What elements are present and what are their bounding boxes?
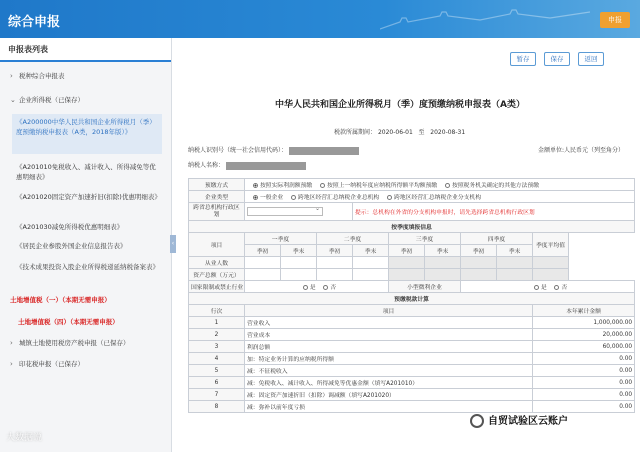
row-amount[interactable]: 0.00 [533,365,635,377]
watermark-left: 大数据说 [6,433,43,443]
sidebar-subitem-a200000[interactable]: 《A200000中华人民共和国企业所得税月（季）度预缴纳税申报表（A类，2018年版）》 [12,114,162,154]
row-item: 减：固定资产加速折旧（扣除）调减额（填写A201020） [245,389,533,401]
employees-q1-start[interactable] [245,257,281,269]
cross-region-hint: 提示：总机构在外省的分支机构申报时，请先选择跨省总机构行政区划 [353,203,635,221]
employees-q4-start[interactable] [461,257,497,269]
row-item: 加：特定业务计算的应纳税所得额 [245,353,533,365]
taxpayer-name-row [188,160,306,170]
employees-avg [533,257,569,269]
chevron-right-icon: › [10,72,13,80]
radio-restricted-yes[interactable] [303,285,308,290]
radio-other[interactable] [445,183,450,188]
row-number: 8 [189,401,245,413]
enterprise-type-label: 企业类型 [189,191,245,203]
employees-q3-end[interactable] [425,257,461,269]
table-row [189,353,635,365]
temp-save-button[interactable]: 暂存 [510,52,536,66]
row-amount[interactable]: 20,000.00 [533,329,635,341]
assets-avg [533,269,569,281]
q4-start: 季初 [461,245,497,257]
radio-average[interactable] [320,183,325,188]
table-row [189,329,635,341]
quarter-section-header: 按季度填报信息 [189,221,635,233]
watermark-right [470,412,568,428]
col-row-header: 行次 [189,305,245,317]
save-button[interactable]: 保存 [544,52,570,66]
row-item: 减：免税收入、减计收入、所得减免等优惠金额（填写A201010） [245,377,533,389]
row-amount[interactable]: 0.00 [533,377,635,389]
sidebar-item-lvt-4[interactable]: 土地增值税（四）（本期无需申报） [18,318,119,326]
radio-label: 否 [561,285,568,291]
row-item: 减：弥补以前年度亏损 [245,401,533,413]
q3-start: 季初 [389,245,425,257]
employees-q2-start[interactable] [317,257,353,269]
assets-q2-end[interactable] [353,269,389,281]
q1-end: 季末 [281,245,317,257]
redacted-taxpayer-name [226,162,306,170]
employees-q1-end[interactable] [281,257,317,269]
table-row [189,377,635,389]
radio-label: 一般企业 [260,195,284,201]
row-item: 利润总额 [245,341,533,353]
prepay-method-options [245,179,635,191]
period-label: 税款所属期间： [334,129,377,136]
q2-end: 季末 [353,245,389,257]
radio-label: 跨地区经营汇总纳税企业分支机构 [394,195,482,201]
radio-actual-profit[interactable] [253,183,258,188]
assets-q1-end[interactable] [281,269,317,281]
assets-q4-start[interactable] [461,269,497,281]
radio-small-yes[interactable] [534,285,539,290]
employees-label: 从业人数 [189,257,245,269]
row-number: 5 [189,365,245,377]
sidebar-item-label: 企业所得税（已保存） [19,96,84,104]
cross-region-label: 跨省总机构行政区划 [189,203,245,221]
row-amount[interactable]: 0.00 [533,353,635,365]
chevron-right-icon: › [10,360,13,368]
radio-restricted-no[interactable] [323,285,328,290]
sidebar-item-label: 税种综合申报表 [19,72,65,80]
enterprise-type-options [245,191,635,203]
declaration-form-table [188,178,635,413]
row-number: 3 [189,341,245,353]
radio-label: 否 [330,285,337,291]
radio-label: 是 [540,285,547,291]
assets-label: 资产总额（万元） [189,269,245,281]
redacted-taxpayer-id [289,147,359,155]
collapse-sidebar-handle[interactable]: ‹ [170,235,176,253]
amount-unit: 金额单位:人民币元（列至角分） [538,147,625,154]
assets-q2-start[interactable] [317,269,353,281]
row-amount[interactable]: 60,000.00 [533,341,635,353]
app-title: 综合申报 [8,15,61,30]
great-wall-decoration [380,4,590,34]
row-item: 减：不征税收入 [245,365,533,377]
sidebar-heading: 申报表列表 [0,38,171,62]
sidebar-subitem-foreign-report[interactable]: 《居民企业参股外国企业信息报告表》 [16,242,127,250]
taxpayer-id-label: 纳税人识别号（统一社会信用代码）： [188,147,288,154]
sidebar-item-lvt-1[interactable]: 土地增值税（一）（本期无需申报） [10,296,111,304]
table-row [189,365,635,377]
sidebar-subitem-tech-deferral[interactable]: 《技术成果投资入股企业所得税递延纳税备案表》 [16,263,159,271]
radio-general[interactable] [253,195,258,200]
row-item: 营业收入 [245,317,533,329]
declare-button[interactable]: 申报 [600,12,630,28]
row-number: 4 [189,353,245,365]
table-row [189,401,635,413]
row-amount[interactable]: 0.00 [533,389,635,401]
q2-start: 季初 [317,245,353,257]
row-item: 营业成本 [245,329,533,341]
q4-header: 四季度 [461,233,533,245]
watermark-text: 自贸试验区云账户 [488,416,568,427]
row-number: 2 [189,329,245,341]
sidebar-item-land-property[interactable] [0,338,170,347]
sidebar-item-label: 城镇土地使用税房产税申报（已保存） [19,339,130,347]
q1-start: 季初 [245,245,281,257]
radio-label: 按照税务机关确定的其他方法预缴 [452,183,539,189]
chevron-down-icon: ⌄ [10,96,16,104]
sidebar-item-stamp[interactable] [0,359,170,368]
wechat-icon [470,414,484,428]
assets-q3-end[interactable] [425,269,461,281]
employees-q4-end[interactable] [497,257,533,269]
assets-q1-start[interactable] [245,269,281,281]
taxpayer-id-row [188,145,359,155]
top-bar [0,0,640,38]
item-header: 项目 [189,233,245,257]
sidebar-item-tax-general[interactable] [0,71,170,80]
employees-q2-end[interactable] [353,257,389,269]
sidebar-subitem-a201020[interactable]: 《A201020固定资产加速折旧(扣除)优惠明细表》 [16,193,161,201]
calc-section-header: 预缴税款计算 [189,293,635,305]
form-title: 中华人民共和国企业所得税月（季）度预缴纳税申报表（A类） [275,100,525,110]
table-row [189,341,635,353]
small-enterprise-label: 小型微利企业 [389,281,461,293]
tax-period [334,127,465,136]
cross-region-select[interactable] [247,207,323,216]
taxpayer-name-label: 纳税人名称： [188,162,225,169]
employees-q3-start[interactable] [389,257,425,269]
back-button[interactable]: 返回 [578,52,604,66]
q1-header: 一季度 [245,233,317,245]
sidebar-subitem-a201010[interactable]: 《A201010免税收入、减计收入、所得减免等优惠明细表》 [16,163,156,181]
sidebar-item-cit[interactable] [0,95,170,104]
radio-label: 按照上一纳税年度应纳税所得额平均额预缴 [327,183,438,189]
row-number: 6 [189,377,245,389]
radio-small-no[interactable] [554,285,559,290]
sidebar-item-label: 印花税申报（已保存） [19,360,84,368]
q4-end: 季末 [497,245,533,257]
q3-end: 季末 [425,245,461,257]
row-amount[interactable]: 0.00 [533,401,635,413]
assets-q3-start[interactable] [389,269,425,281]
restricted-industry-options [245,281,389,293]
table-row [189,317,635,329]
radio-head-office[interactable] [291,195,296,200]
prepay-method-label: 预缴方式 [189,179,245,191]
col-amount-header: 本年累计金额 [533,305,635,317]
restricted-industry-label: 国家限制或禁止行业 [189,281,245,293]
radio-label: 按照实际利润额预缴 [260,183,313,189]
quarter-avg-header: 季度平均值 [533,233,569,257]
row-number: 7 [189,389,245,401]
small-enterprise-options [461,281,635,293]
sidebar-subitem-a201030[interactable]: 《A201030减免所得税优惠明细表》 [16,223,124,231]
chevron-right-icon: › [10,339,13,347]
assets-q4-end[interactable] [497,269,533,281]
radio-branch[interactable] [387,195,392,200]
radio-label: 跨地区经营汇总纳税企业总机构 [298,195,380,201]
row-amount[interactable]: 1,000,000.00 [533,317,635,329]
period-end: 2020-08-31 [430,129,466,136]
q3-header: 三季度 [389,233,461,245]
radio-label: 是 [309,285,316,291]
q2-header: 二季度 [317,233,389,245]
period-start: 2020-06-01 [377,129,413,136]
row-number: 1 [189,317,245,329]
period-to: 至 [418,129,425,136]
table-row [189,389,635,401]
col-item-header: 项目 [245,305,533,317]
